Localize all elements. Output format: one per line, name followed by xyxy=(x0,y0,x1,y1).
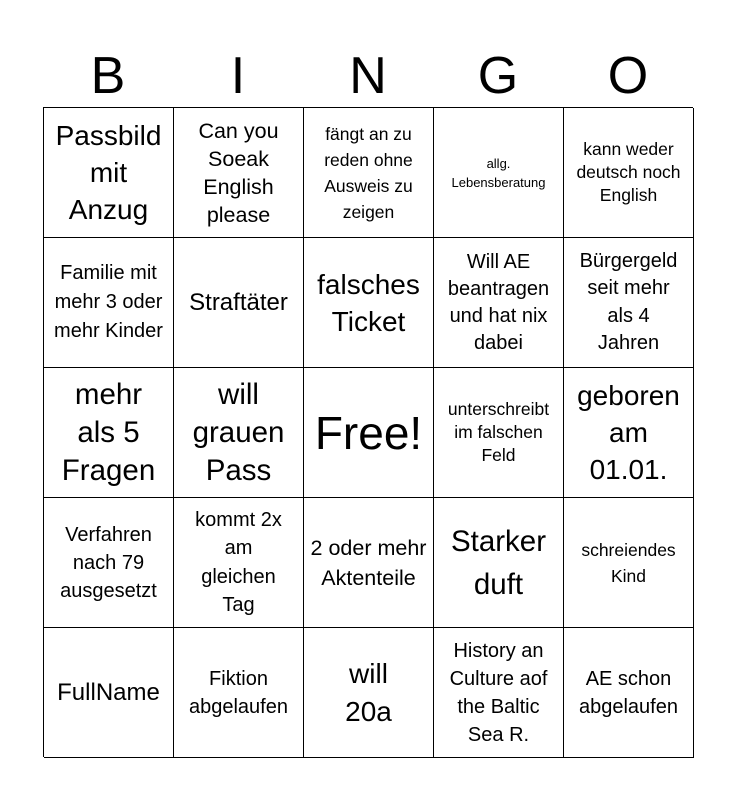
free-space-text: Free! xyxy=(314,406,423,459)
bingo-cell[interactable] xyxy=(564,238,694,368)
cell-text: Straftäter xyxy=(189,288,288,316)
bingo-cell[interactable] xyxy=(174,368,304,498)
bingo-cell[interactable] xyxy=(304,628,434,758)
bingo-cell[interactable] xyxy=(434,628,564,758)
cell-text: Starker duft xyxy=(450,524,547,601)
cell-text: falsches Ticket xyxy=(317,268,420,337)
cell-text: allg. Lebensberatung xyxy=(451,155,546,190)
cell-text: fängt an zu reden ohne Ausweis zu zeigen xyxy=(324,123,413,222)
bingo-cell[interactable] xyxy=(44,238,174,368)
cell-text: Bürgergeld seit mehr als 4 Jahren xyxy=(579,249,678,354)
bingo-cell[interactable] xyxy=(564,498,694,628)
bingo-cell[interactable] xyxy=(44,498,174,628)
header-letter-i: I xyxy=(230,47,246,105)
cell-text: Fiktion abgelaufen xyxy=(189,667,288,718)
bingo-card-grid xyxy=(43,107,693,757)
cell-text: Can you Soeak English please xyxy=(198,118,279,227)
bingo-cell[interactable] xyxy=(564,368,694,498)
header-letter-g: G xyxy=(477,47,519,105)
cell-text: mehr als 5 Fragen xyxy=(61,377,156,487)
cell-text: kann weder deutsch noch English xyxy=(576,139,681,205)
header-letter-o: O xyxy=(607,47,649,105)
cell-text: will 20a xyxy=(345,657,392,727)
bingo-cell[interactable] xyxy=(304,108,434,238)
cell-text: Passbild mit Anzug xyxy=(55,120,162,225)
bingo-cell[interactable] xyxy=(304,498,434,628)
bingo-cell[interactable] xyxy=(44,108,174,238)
cell-text: AE schon abgelaufen xyxy=(579,667,678,718)
cell-text: will grauen Pass xyxy=(192,377,285,487)
bingo-cell[interactable] xyxy=(564,108,694,238)
bingo-cell-free[interactable] xyxy=(304,368,434,498)
bingo-cell[interactable] xyxy=(174,108,304,238)
bingo-cell[interactable] xyxy=(174,498,304,628)
bingo-cell[interactable] xyxy=(304,238,434,368)
header-letter-n: N xyxy=(349,47,387,105)
cell-text: unterschreibt im falschen Feld xyxy=(447,399,550,465)
cell-text: Familie mit mehr 3 oder mehr Kinder xyxy=(54,262,163,342)
cell-text: History an Culture aof the Baltic Sea R. xyxy=(449,639,548,746)
bingo-cell[interactable] xyxy=(434,238,564,368)
cell-text: Verfahren nach 79 ausgesetzt xyxy=(60,523,157,602)
bingo-cell[interactable] xyxy=(44,628,174,758)
cell-text: 2 oder mehr Aktenteile xyxy=(310,535,427,590)
cell-text: FullName xyxy=(57,678,160,706)
bingo-cell[interactable] xyxy=(434,498,564,628)
bingo-cell[interactable] xyxy=(564,628,694,758)
bingo-cell[interactable] xyxy=(174,628,304,758)
cell-text: geboren am 01.01. xyxy=(577,380,680,485)
bingo-cell[interactable] xyxy=(434,368,564,498)
bingo-cell[interactable] xyxy=(44,368,174,498)
cell-text: Will AE beantragen und hat nix dabei xyxy=(447,250,550,354)
cell-text: kommt 2x am gleichen Tag xyxy=(195,508,282,616)
bingo-cell[interactable] xyxy=(174,238,304,368)
bingo-header xyxy=(43,44,693,108)
cell-text: schreiendes Kind xyxy=(581,539,676,586)
bingo-cell[interactable] xyxy=(434,108,564,238)
header-letter-b: B xyxy=(90,47,126,105)
